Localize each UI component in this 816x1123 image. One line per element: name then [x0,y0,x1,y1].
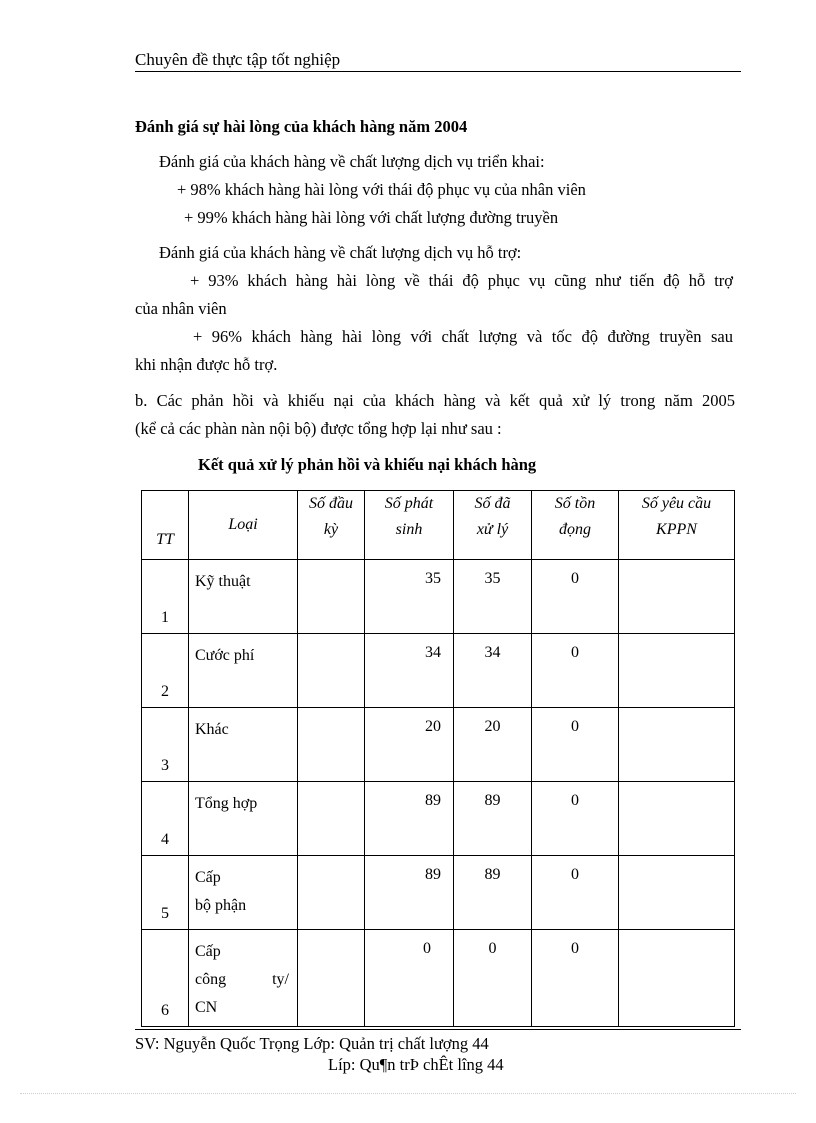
cell-phat-sinh: 0 [365,930,454,1027]
col-header-ton-dong: Số tồn đọng [532,491,619,560]
cell-ton-dong: 0 [532,930,619,1027]
cell-da-xu-ly: 89 [454,782,532,856]
footer-rule [135,1029,741,1030]
cell-dau-ky [298,708,365,782]
cell-tt: 6 [142,930,189,1027]
support-item-2-cont: khi nhận được hỗ trợ. [135,355,278,374]
cell-loai: Tổng hợp [189,782,298,856]
table-row [142,708,735,782]
page-bottom-dotted-border [20,1093,796,1094]
cell-da-xu-ly: 34 [454,634,532,708]
cell-tt: 3 [142,708,189,782]
table-row [142,856,735,930]
cell-phat-sinh: 20 [365,708,454,782]
cell-ton-dong: 0 [532,782,619,856]
support-item-2: + 96% khách hàng hài lòng với chất lượng và tốc độ đường truyền sau [193,327,733,346]
cell-loai: Cước phí [189,634,298,708]
col-header-tt: TT [142,491,189,560]
cell-dau-ky [298,930,365,1027]
col-header-loai: Loại [189,491,298,560]
cell-da-xu-ly: 89 [454,856,532,930]
cell-dau-ky [298,856,365,930]
cell-loai: Kỹ thuật [189,560,298,634]
cell-dau-ky [298,782,365,856]
cell-tt: 1 [142,560,189,634]
table-header-row [142,491,735,560]
table-row [142,560,735,634]
cell-tt: 2 [142,634,189,708]
results-table [141,490,735,1027]
cell-phat-sinh: 89 [365,856,454,930]
cell-dau-ky [298,634,365,708]
cell-kppn [619,708,735,782]
cell-phat-sinh: 35 [365,560,454,634]
section-heading: Đánh giá sự hài lòng của khách hàng năm 2004 [135,117,468,136]
col-header-da-xu-ly: Số đã xử lý [454,491,532,560]
cell-ton-dong: 0 [532,708,619,782]
col-header-dau-ky: Số đầu kỳ [298,491,365,560]
cell-ton-dong: 0 [532,856,619,930]
cell-loai: Cấp bộ phận [189,856,298,930]
support-item-1: + 93% khách hàng hài lòng về thái độ phục vụ cũng như tiến độ hỗ trợ [190,271,733,290]
table-title: Kết quả xử lý phản hồi và khiếu nại khách hàng [198,455,537,474]
cell-kppn [619,560,735,634]
section-b-line-2: (kể cả các phàn nàn nội bộ) được tổng hợp lại như sau : [135,419,502,438]
table-row [142,930,735,1027]
cell-phat-sinh: 34 [365,634,454,708]
header-rule [135,71,741,72]
cell-dau-ky [298,560,365,634]
cell-loai: Cấp công ty/ CN [189,930,298,1027]
cell-kppn [619,930,735,1027]
footer-line-2: Líp: Qu¶n trÞ chÊt lîng 44 [328,1055,504,1074]
cell-tt: 4 [142,782,189,856]
page-header-title: Chuyên đề thực tập tốt nghiệp [135,50,341,69]
cell-loai: Khác [189,708,298,782]
deploy-item-2: + 99% khách hàng hài lòng với chất lượng đường truyền [184,208,559,227]
cell-ton-dong: 0 [532,634,619,708]
cell-kppn [619,782,735,856]
table-row [142,782,735,856]
cell-da-xu-ly: 35 [454,560,532,634]
col-header-phat-sinh: Số phát sinh [365,491,454,560]
footer-line-1: SV: Nguyễn Quốc Trọng Lớp: Quản trị chất lượng 44 [135,1034,489,1053]
cell-phat-sinh: 89 [365,782,454,856]
support-intro: Đánh giá của khách hàng về chất lượng dịch vụ hỗ trợ: [159,243,522,262]
cell-ton-dong: 0 [532,560,619,634]
cell-kppn [619,856,735,930]
support-item-1-cont: của nhân viên [135,299,227,318]
section-b-line-1: b. Các phản hồi và khiếu nại của khách hàng và kết quả xử lý trong năm 2005 [135,391,735,410]
col-header-kppn: Số yêu cầu KPPN [619,491,735,560]
deploy-item-1: + 98% khách hàng hài lòng với thái độ phục vụ của nhân viên [177,180,586,199]
table-row [142,634,735,708]
cell-da-xu-ly: 20 [454,708,532,782]
cell-tt: 5 [142,856,189,930]
deploy-intro: Đánh giá của khách hàng về chất lượng dịch vụ triển khai: [159,152,545,171]
cell-kppn [619,634,735,708]
cell-da-xu-ly: 0 [454,930,532,1027]
